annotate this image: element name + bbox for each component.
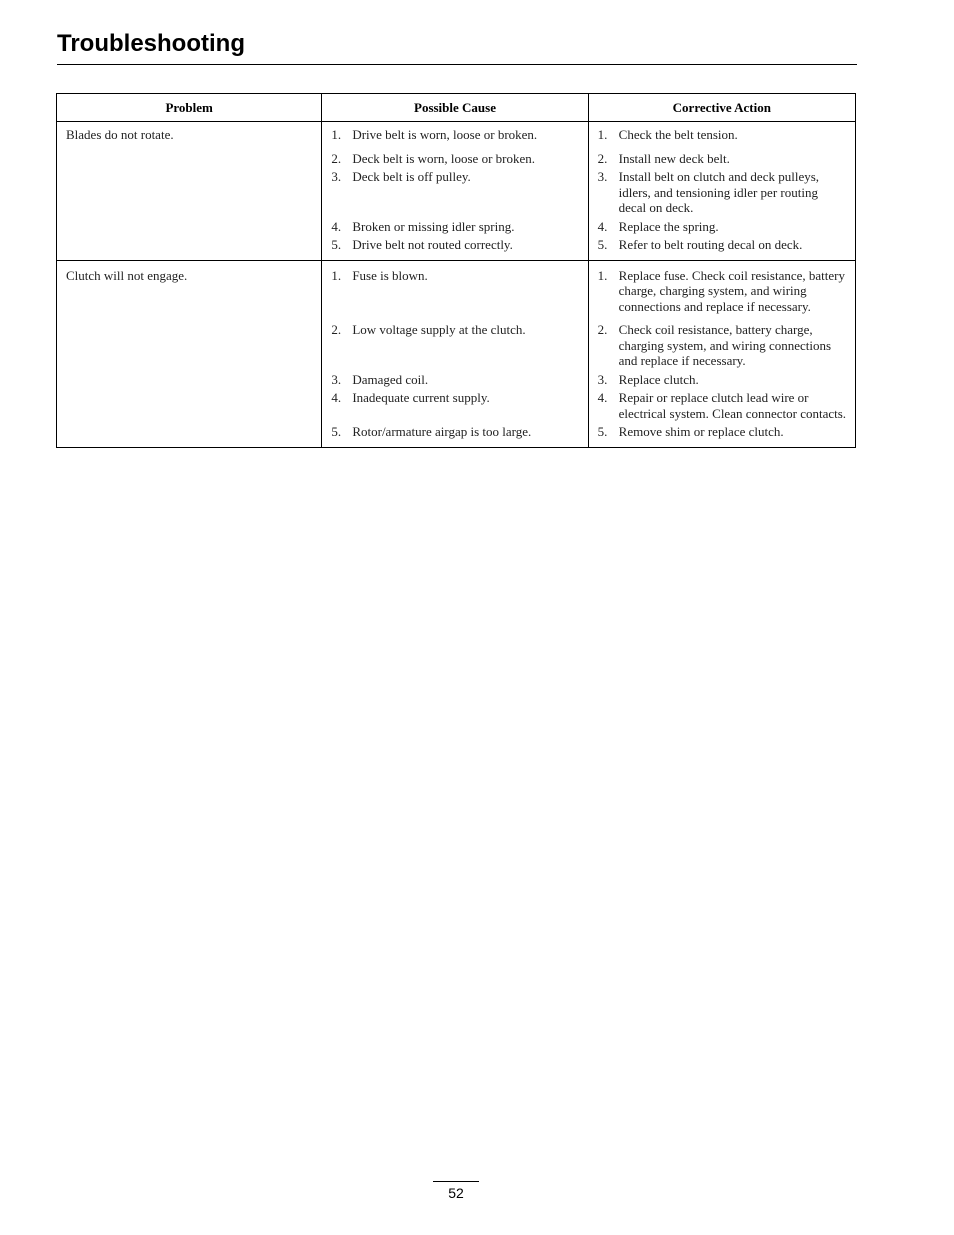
action-item: [598, 424, 847, 440]
cause-item: [331, 219, 579, 235]
item-number: 4.: [597, 390, 608, 405]
cause-cell: [322, 260, 588, 322]
cause-item: [331, 237, 579, 253]
action-item: [598, 237, 847, 253]
table-row: [57, 260, 856, 322]
cause-text: Deck belt is off pulley.: [352, 169, 471, 184]
cause-text: Broken or missing idler spring.: [352, 218, 515, 234]
cause-cell: [322, 237, 588, 260]
cause-item: [331, 169, 579, 185]
action-cell: [588, 424, 855, 447]
item-number: 1.: [597, 127, 608, 142]
title-divider: [57, 64, 857, 65]
cause-cell: [322, 322, 588, 372]
cause-item: [331, 151, 579, 167]
footer-divider: [433, 1181, 479, 1182]
action-text: Repair or replace clutch lead wire or electrical system. Clean connector contacts.: [618, 390, 847, 421]
action-item: [598, 127, 847, 143]
cause-item: [331, 322, 579, 338]
cause-text: Deck belt is worn, loose or broken.: [352, 150, 536, 166]
cause-text: Rotor/armature airgap is too large.: [352, 424, 532, 439]
action-item: [598, 322, 847, 369]
cause-cell: [322, 372, 588, 391]
item-number: 3.: [597, 371, 608, 387]
action-cell: [588, 219, 855, 238]
header-corrective-action: Corrective Action: [588, 94, 855, 122]
problem-text: Clutch will not engage.: [66, 267, 188, 283]
action-item: [598, 372, 847, 388]
action-cell: [588, 260, 855, 322]
cause-text: Inadequate current supply.: [352, 390, 490, 405]
cause-cell: [322, 151, 588, 170]
cause-text: Drive belt not routed correctly.: [352, 237, 513, 252]
item-number: 5.: [597, 237, 608, 252]
cause-item: [331, 372, 579, 388]
item-number: 4.: [331, 218, 342, 234]
item-number: 2.: [331, 150, 342, 166]
item-number: 5.: [331, 424, 342, 439]
cause-cell: [322, 390, 588, 424]
item-number: 5.: [331, 237, 342, 252]
cause-item: [331, 390, 579, 406]
item-number: 3.: [331, 169, 342, 184]
action-item: [598, 169, 847, 216]
action-item: [598, 268, 847, 315]
action-cell: [588, 322, 855, 372]
action-item: [598, 219, 847, 235]
page-title: Troubleshooting: [57, 30, 245, 57]
item-number: 3.: [597, 169, 608, 184]
header-problem: Problem: [57, 94, 322, 122]
cause-text: Fuse is blown.: [352, 267, 428, 283]
action-text: Install belt on clutch and deck pulleys, idlers, and tensioning idler per routing decal on deck.: [618, 169, 820, 215]
action-text: Check coil resistance, battery charge, charging system, and wiring connections and replace if necessary.: [618, 322, 832, 368]
cause-text: Low voltage supply at the clutch.: [352, 322, 526, 337]
problem-cell: [57, 122, 322, 261]
item-number: 2.: [331, 322, 342, 337]
cause-item: [331, 268, 579, 284]
cause-cell: [322, 169, 588, 219]
header-possible-cause: Possible Cause: [322, 94, 588, 122]
cause-cell: [322, 219, 588, 238]
item-number: 4.: [331, 390, 342, 405]
action-text: Replace fuse. Check coil resistance, battery charge, charging system, and wiring connections and replace if necessary.: [618, 267, 845, 314]
item-number: 2.: [597, 322, 608, 337]
cause-cell: [322, 122, 588, 151]
action-item: [598, 390, 847, 421]
problem-text: Blades do not rotate.: [66, 127, 174, 142]
troubleshooting-table: [56, 93, 856, 448]
item-number: 2.: [597, 150, 608, 166]
cause-text: Damaged coil.: [352, 371, 429, 387]
action-text: Remove shim or replace clutch.: [618, 424, 784, 439]
action-cell: [588, 372, 855, 391]
action-text: Install new deck belt.: [618, 150, 730, 166]
table-row: [57, 122, 856, 151]
problem-cell: [57, 260, 322, 447]
action-text: Refer to belt routing decal on deck.: [618, 237, 803, 252]
item-number: 4.: [597, 218, 608, 234]
cause-item: [331, 424, 579, 440]
action-text: Replace the spring.: [618, 218, 719, 234]
action-cell: [588, 151, 855, 170]
action-text: Replace clutch.: [618, 371, 699, 387]
table-header-row: [57, 94, 856, 122]
item-number: 3.: [331, 371, 342, 387]
item-number: 1.: [597, 267, 608, 283]
page-number: 52: [448, 1185, 464, 1201]
cause-cell: [322, 424, 588, 447]
cause-item: [331, 127, 579, 143]
action-item: [598, 151, 847, 167]
action-text: Check the belt tension.: [618, 127, 738, 142]
cause-text: Drive belt is worn, loose or broken.: [352, 127, 538, 142]
action-cell: [588, 122, 855, 151]
action-cell: [588, 169, 855, 219]
item-number: 1.: [331, 267, 342, 283]
item-number: 1.: [331, 127, 342, 142]
action-cell: [588, 237, 855, 260]
item-number: 5.: [597, 424, 608, 439]
action-cell: [588, 390, 855, 424]
